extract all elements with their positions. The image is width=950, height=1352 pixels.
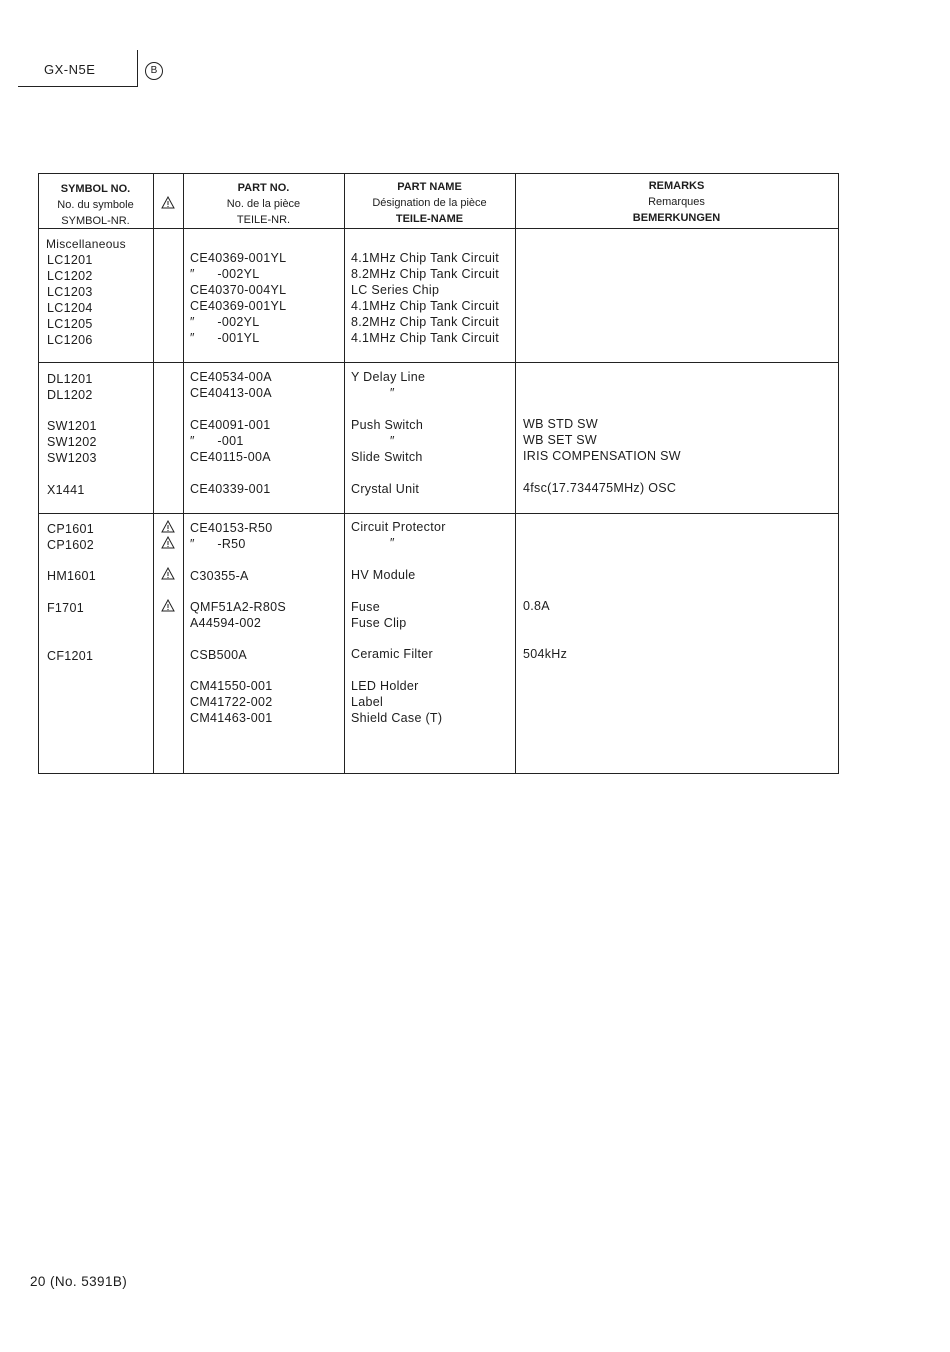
- header-part-no: PART NO. No. de la pièce TEILE-NR.: [226, 182, 301, 226]
- warning-triangle-icon: [161, 520, 175, 533]
- table-border-bottom: [38, 773, 839, 774]
- part-no-cell: CM41463-001: [190, 711, 273, 725]
- symbol-cell: LC1203: [47, 285, 93, 299]
- part-no-cell: CSB500A: [190, 648, 247, 662]
- part-no-cell: CE40370-004YL: [190, 283, 287, 297]
- part-name-cell: HV Module: [351, 568, 416, 582]
- symbol-cell: X1441: [47, 483, 85, 497]
- symbol-cell: LC1206: [47, 333, 93, 347]
- symbol-cell: HM1601: [47, 569, 97, 583]
- part-no-cell: CE40091-001: [190, 418, 271, 432]
- remarks-cell: WB STD SW: [523, 417, 598, 431]
- part-name-cell: 4.1MHz Chip Tank Circuit: [351, 251, 499, 265]
- part-name-cell: LC Series Chip: [351, 283, 440, 297]
- part-name-cell: 4.1MHz Chip Tank Circuit: [351, 331, 499, 345]
- part-no-cell: CE40153-R50: [190, 521, 273, 535]
- header-divider: [137, 50, 138, 87]
- part-name-cell: Circuit Protector: [351, 520, 446, 534]
- part-name-cell: Ceramic Filter: [351, 647, 433, 661]
- col-divider-safety: [183, 173, 184, 774]
- model-label: GX-N5E: [44, 62, 96, 77]
- part-name-cell: ″: [390, 536, 395, 550]
- part-no-cell: CM41550-001: [190, 679, 273, 693]
- part-no-cell: ″ -R50: [190, 537, 246, 551]
- part-no-cell: ″ -002YL: [190, 315, 260, 329]
- region-badge: B: [145, 62, 163, 80]
- header-remarks: REMARKS Remarques BEMERKUNGEN: [632, 180, 721, 224]
- symbol-cell: DL1202: [47, 388, 93, 402]
- symbol-cell: LC1205: [47, 317, 93, 331]
- part-no-cell: QMF51A2-R80S: [190, 600, 286, 614]
- col-divider-partname: [515, 173, 516, 774]
- header-divider-line: [38, 228, 838, 229]
- symbol-cell: F1701: [47, 601, 84, 615]
- part-name-cell: Fuse: [351, 600, 380, 614]
- part-no-cell: ″ -001YL: [190, 331, 260, 345]
- part-no-cell: C30355-A: [190, 569, 249, 583]
- warning-triangle-icon: [161, 599, 175, 612]
- symbol-cell: LC1201: [47, 253, 93, 267]
- part-no-cell: A44594-002: [190, 616, 262, 630]
- symbol-cell: SW1203: [47, 451, 97, 465]
- parts-list-table: [38, 173, 838, 774]
- part-no-cell: CE40534-00A: [190, 370, 272, 384]
- symbol-cell: SW1201: [47, 419, 97, 433]
- remarks-cell: 0.8A: [523, 599, 550, 613]
- part-no-cell: CE40369-001YL: [190, 251, 287, 265]
- part-name-cell: Fuse Clip: [351, 616, 407, 630]
- part-name-cell: ″: [390, 386, 395, 400]
- page-number: 20 (No. 5391B): [30, 1274, 128, 1289]
- part-name-cell: ″: [390, 434, 395, 448]
- part-no-cell: ″ -001: [190, 434, 244, 448]
- symbol-cell: LC1202: [47, 269, 93, 283]
- symbol-cell: LC1204: [47, 301, 93, 315]
- header-part-name: PART NAME Désignation de la pièce TEILE-NAME: [372, 181, 487, 225]
- part-name-cell: Push Switch: [351, 418, 424, 432]
- section-divider-2: [38, 513, 838, 514]
- header-underline: [18, 86, 138, 87]
- part-no-cell: CE40369-001YL: [190, 299, 287, 313]
- symbol-cell: DL1201: [47, 372, 93, 386]
- part-name-cell: 8.2MHz Chip Tank Circuit: [351, 267, 499, 281]
- col-divider-symbol: [153, 173, 154, 774]
- part-name-cell: 4.1MHz Chip Tank Circuit: [351, 299, 499, 313]
- col-divider-partno: [344, 173, 345, 774]
- remarks-cell: WB SET SW: [523, 433, 598, 447]
- part-name-cell: Shield Case (T): [351, 711, 443, 725]
- symbol-cell: CP1602: [47, 538, 94, 552]
- remarks-cell: 504kHz: [523, 647, 568, 661]
- symbol-cell: CF1201: [47, 649, 94, 663]
- remarks-cell: IRIS COMPENSATION SW: [523, 449, 681, 463]
- table-border-left: [38, 173, 39, 774]
- section-label: Miscellaneous: [46, 237, 126, 251]
- part-name-cell: Crystal Unit: [351, 482, 420, 496]
- warning-triangle-icon: [161, 196, 175, 209]
- part-no-cell: ″ -002YL: [190, 267, 260, 281]
- part-name-cell: Y Delay Line: [351, 370, 426, 384]
- part-no-cell: CM41722-002: [190, 695, 273, 709]
- part-name-cell: LED Holder: [351, 679, 419, 693]
- warning-triangle-icon: [161, 536, 175, 549]
- header-symbol: SYMBOL NO. No. du symbole SYMBOL-NR.: [57, 183, 134, 227]
- symbol-cell: SW1202: [47, 435, 97, 449]
- warning-triangle-icon: [161, 567, 175, 580]
- part-name-cell: Label: [351, 695, 384, 709]
- part-name-cell: Slide Switch: [351, 450, 423, 464]
- table-border-right: [838, 173, 839, 774]
- part-no-cell: CE40413-00A: [190, 386, 272, 400]
- part-no-cell: CE40115-00A: [190, 450, 271, 464]
- table-border-top: [38, 173, 838, 174]
- symbol-cell: CP1601: [47, 522, 94, 536]
- remarks-cell: 4fsc(17.734475MHz) OSC: [523, 481, 677, 495]
- section-divider-1: [38, 362, 838, 363]
- part-no-cell: CE40339-001: [190, 482, 271, 496]
- part-name-cell: 8.2MHz Chip Tank Circuit: [351, 315, 499, 329]
